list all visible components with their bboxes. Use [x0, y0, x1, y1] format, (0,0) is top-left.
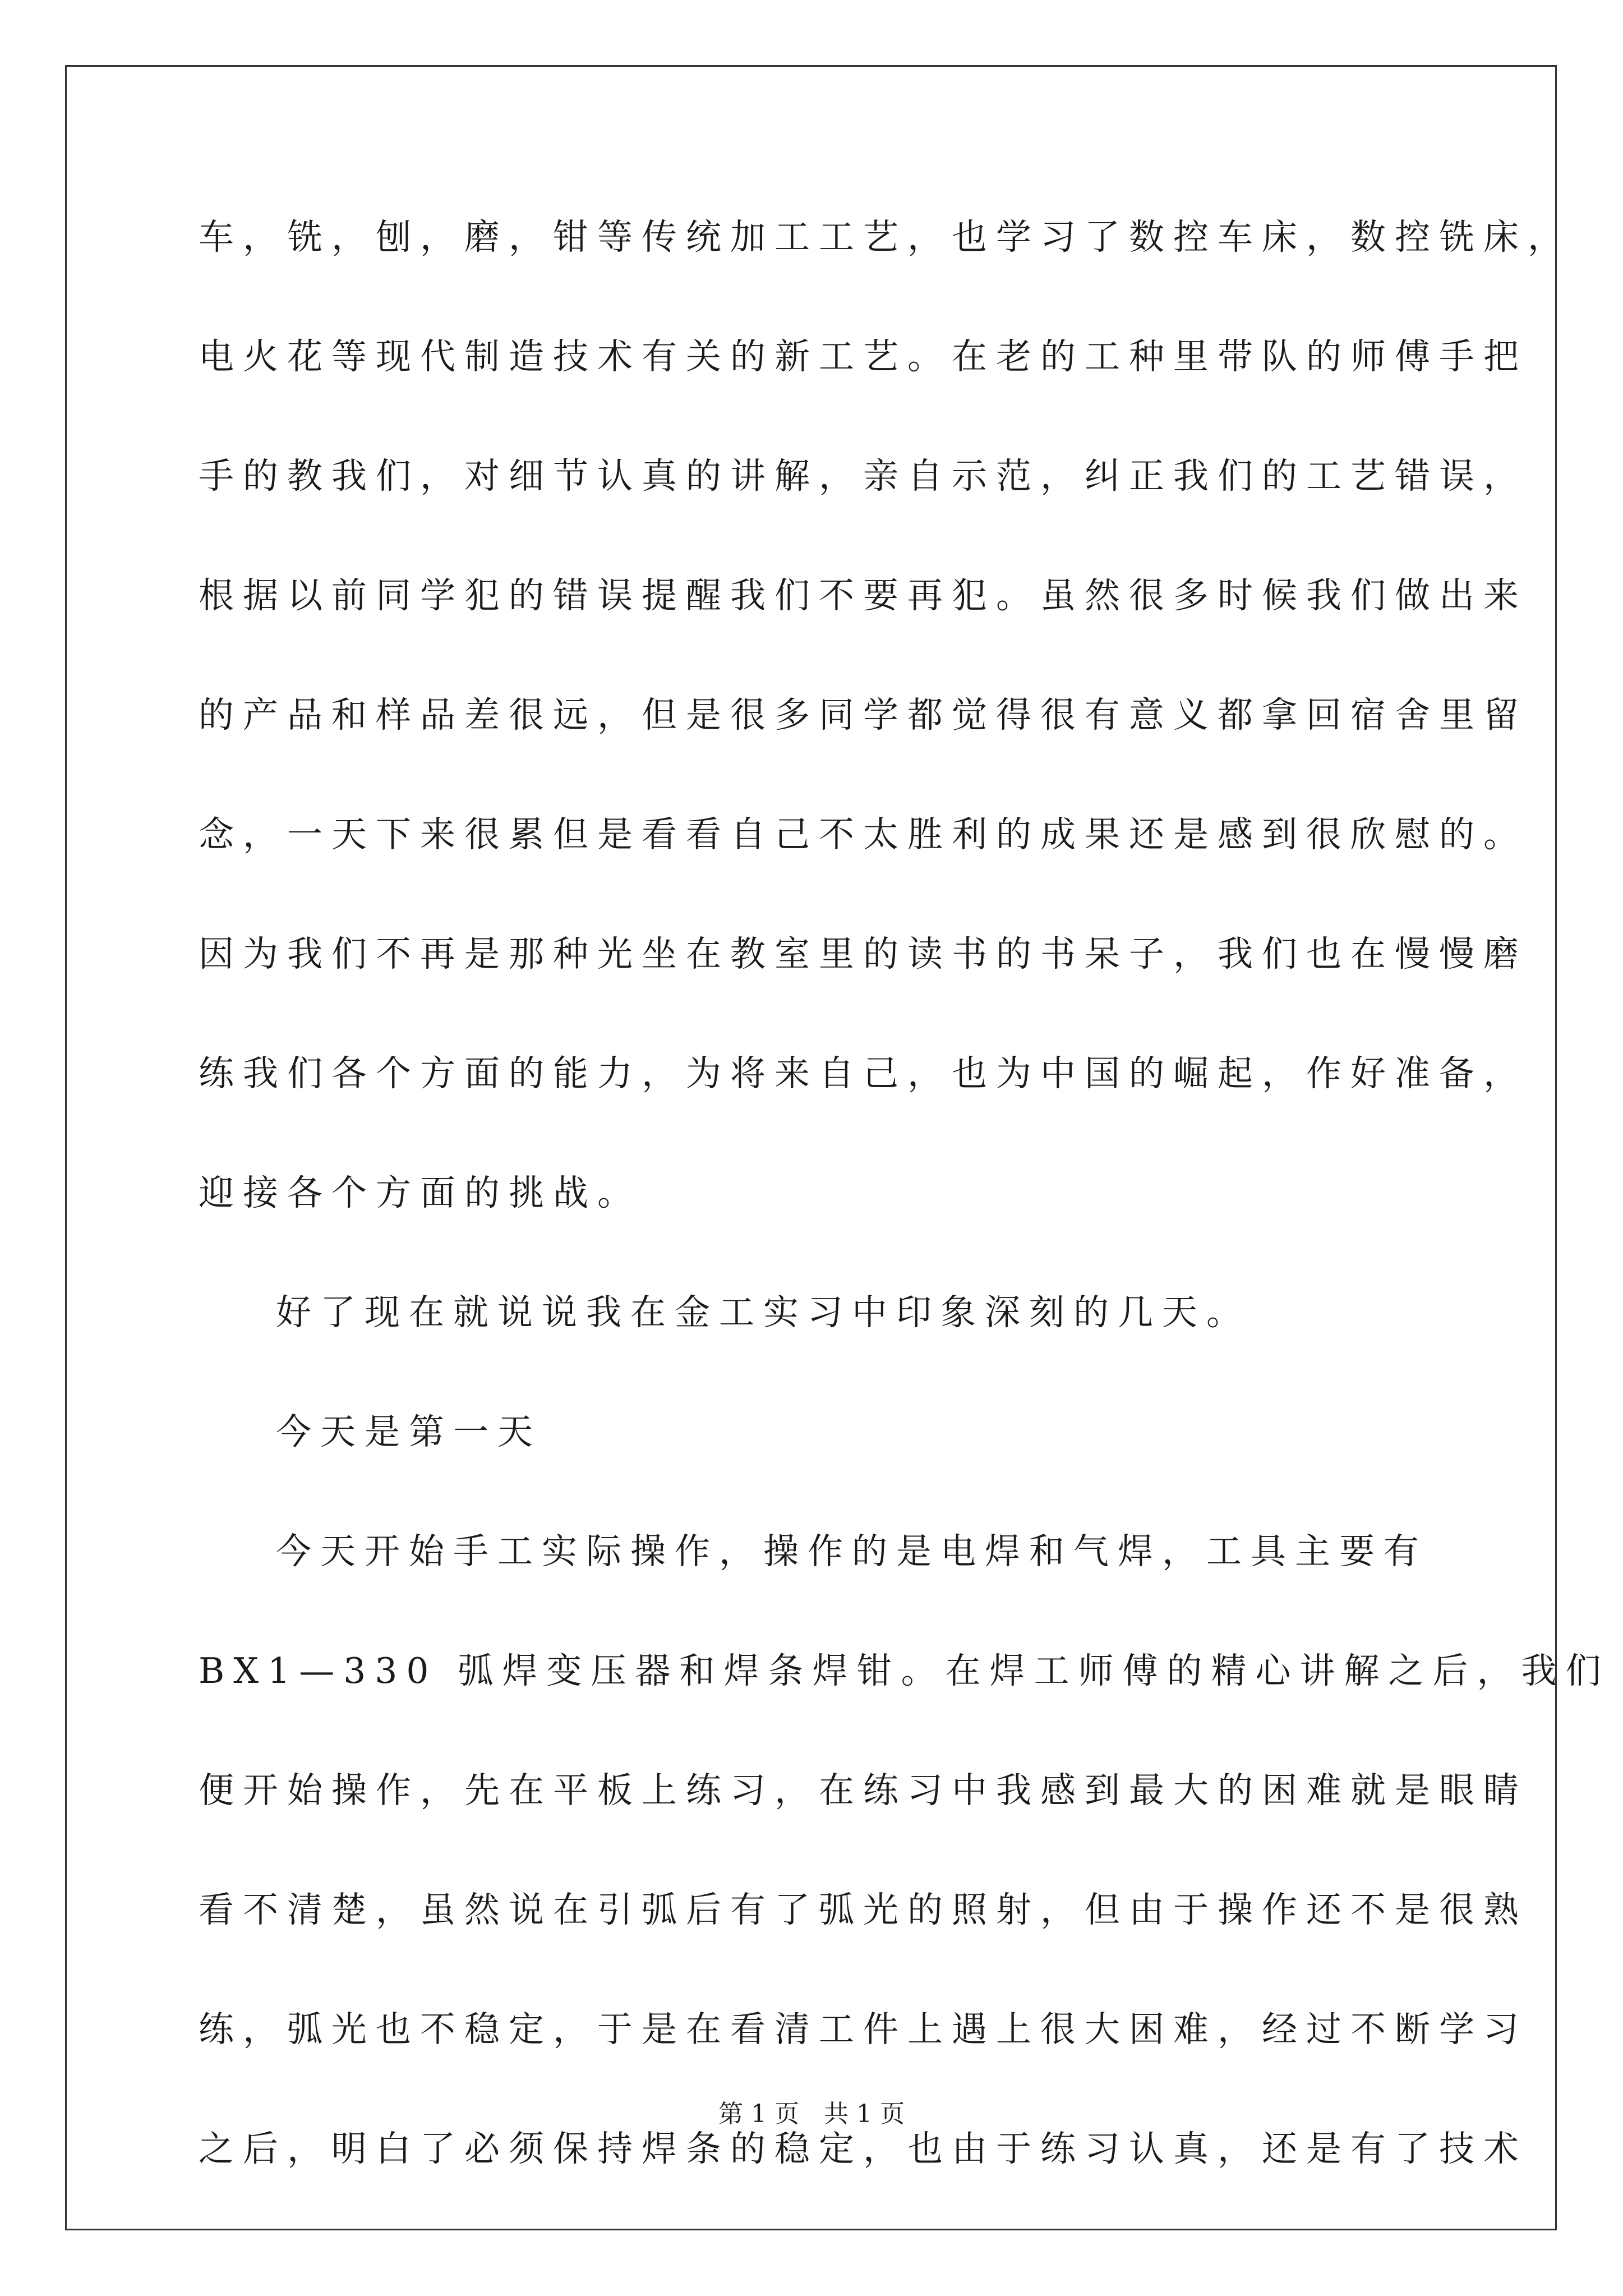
- text-line: 根据以前同学犯的错误提醒我们不要再犯。虽然很多时候我们做出来: [199, 575, 1528, 616]
- text-line: 手的教我们，对细节认真的讲解，亲自示范，纠正我们的工艺错误，: [199, 455, 1528, 496]
- text-line: 练，弧光也不稳定，于是在看清工件上遇上很大困难，经过不断学习: [199, 2009, 1528, 2050]
- subheading-line: 今天是第一天: [276, 1411, 542, 1452]
- text-line: 迎接各个方面的挑战。: [199, 1172, 642, 1213]
- text-line: 便开始操作，先在平板上练习，在练习中我感到最大的困难就是眼睛: [199, 1770, 1528, 1811]
- text-line: 练我们各个方面的能力，为将来自己，也为中国的崛起，作好准备，: [199, 1053, 1528, 1094]
- page-number-footer: 第 1 页 共 1 页: [718, 2100, 905, 2128]
- document-body: [199, 215, 1610, 2246]
- text-line: 之后，明白了必须保持焊条的稳定，也由于练习认真，还是有了技术: [199, 2128, 1528, 2169]
- text-line: 因为我们不再是那种光坐在教室里的读书的书呆子，我们也在慢慢磨: [199, 933, 1528, 974]
- paragraph-start-line: 今天开始手工实际操作，操作的是电焊和气焊，工具主要有: [276, 1531, 1428, 1572]
- paragraph-start-line: 好了现在就说说我在金工实习中印象深刻的几天。: [276, 1292, 1251, 1333]
- text-line: 念，一天下来很累但是看看自己不太胜利的成果还是感到很欣慰的。: [199, 814, 1528, 855]
- text-line: 车，铣，刨，磨，钳等传统加工工艺，也学习了数控车床，数控铣床，: [199, 217, 1572, 257]
- text-line: 电火花等现代制造技术有关的新工艺。在老的工种里带队的师傅手把: [199, 336, 1528, 377]
- text-line: 看不清楚，虽然说在引弧后有了弧光的照射，但由于操作还不是很熟: [199, 1889, 1528, 1930]
- text-line: BX1—330 弧焊变压器和焊条焊钳。在焊工师傅的精心讲解之后，我们: [199, 1650, 1610, 1691]
- text-line: 的产品和样品差很远，但是很多同学都觉得很有意义都拿回宿舍里留: [199, 694, 1528, 735]
